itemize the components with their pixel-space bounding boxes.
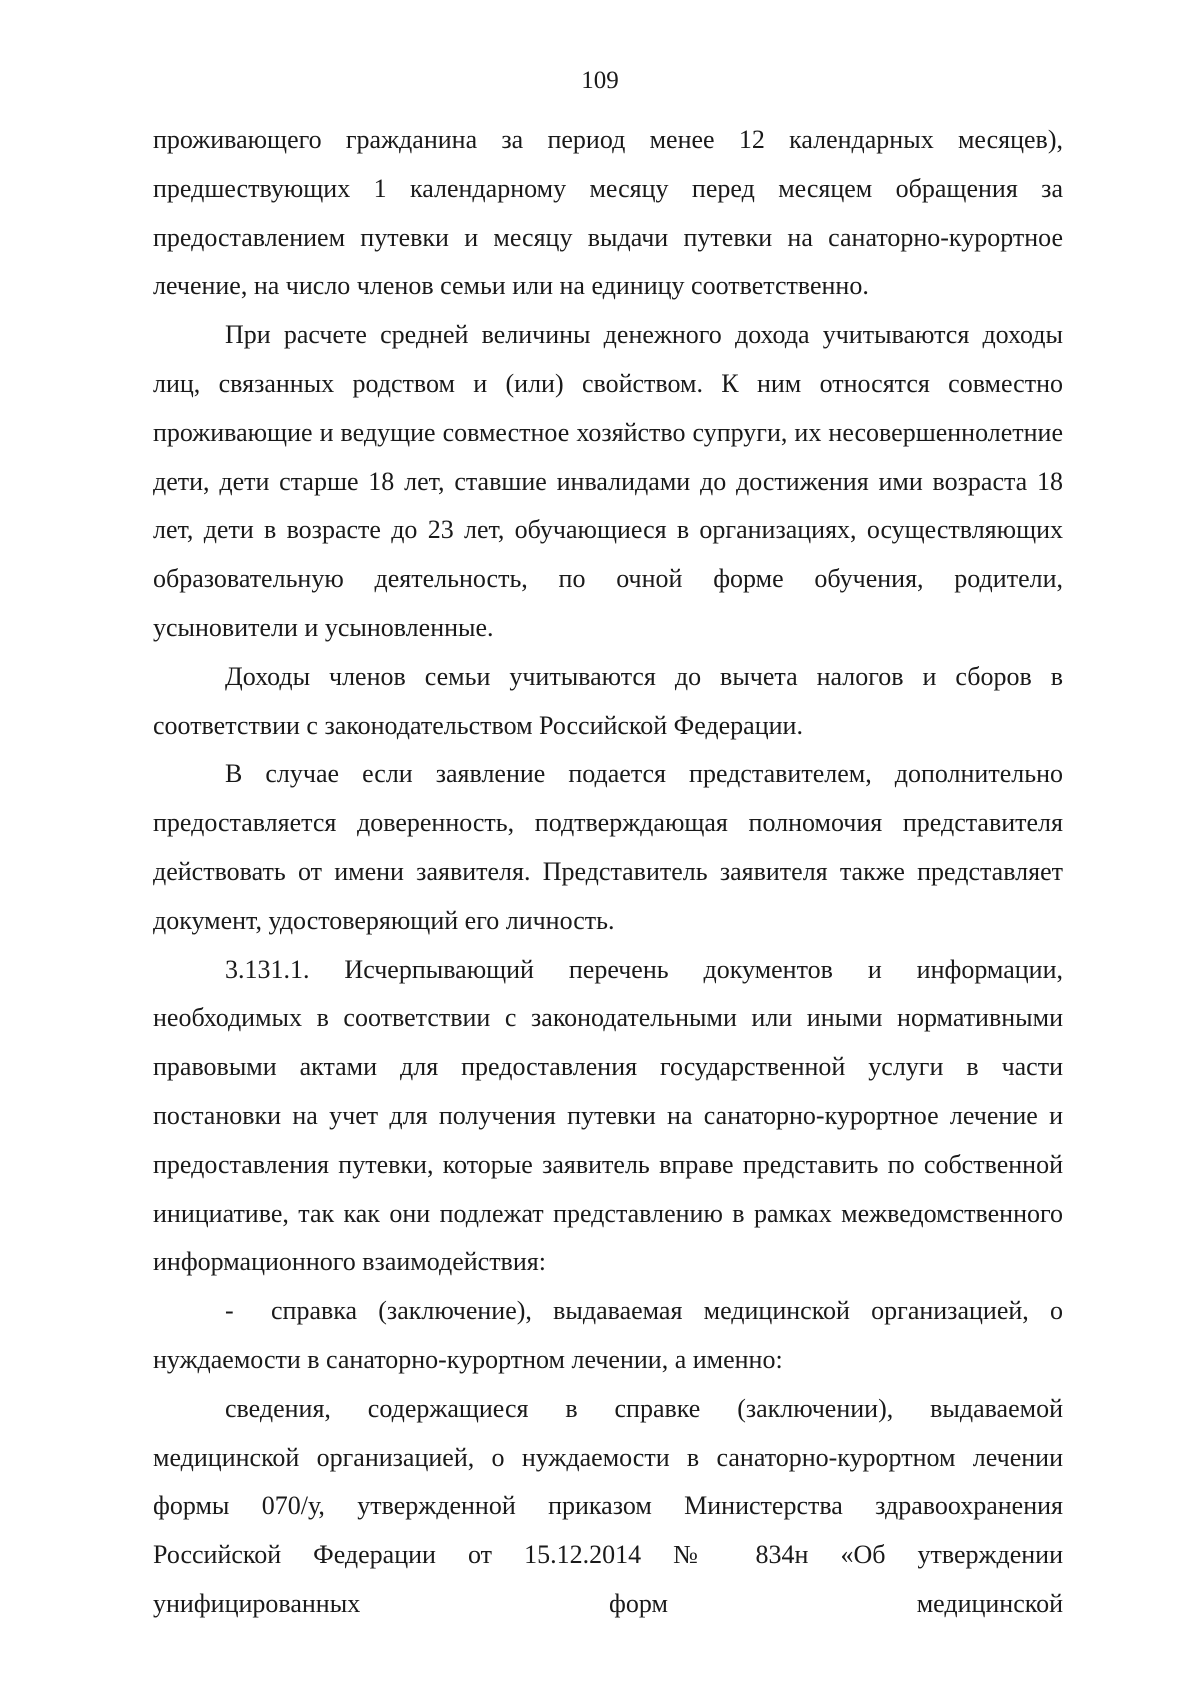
list-item-medical-certificate [153,1287,1063,1385]
document-body [153,116,1063,1629]
paragraph-continuation: проживающего гражданина за период менее 12 календарных месяцев), предшествующих 1 календарному месяцу перед месяцем обращения за предоставлением путевки и месяцу выдачи путевки на санаторно-курортное лечение, на число членов семьи или на единицу соответственно. [153,125,1063,301]
list-dash: - [225,1296,234,1326]
paragraph-income-calculation: При расчете средней величины денежного дохода учитываются доходы лиц, связанных родством и (или) свойством. К ним относятся совместно проживающие и ведущие совместное хозяйство супруги, их несовершеннолетние дети, дети старше 18 лет, ставшие инвалидами до достижения ими возраста 18 лет, дети в возрасте до 23 лет, обучающиеся в организациях, осуществляющих образовательную деятельность, по очной форме обучения, родители, усыновители и усыновленные. [153,320,1063,642]
paragraph-representative: В случае если заявление подается представителем, дополнительно предоставляется доверенность, подтверждающая полномочия представителя действовать от имени заявителя. Представитель заявителя также представляет документ, удостоверяющий его личность. [153,759,1063,935]
paragraph-3-131-1: 3.131.1. Исчерпывающий перечень документов и информации, необходимых в соответствии с законодательными или иными нормативными правовыми актами для предоставления государственной услуги в части постановки на учет для получения путевки на санаторно-курортное лечение и предоставления путевки, которые заявитель вправе представить по собственной инициативе, так как они подлежат представлению в рамках межведомственного информационного взаимодействия: [153,954,1063,1277]
paragraph-certificate-details: сведения, содержащиеся в справке (заключении), выдаваемой медицинской организацией, о нуждаемости в санаторно-курортном лечении формы 070/у, утвержденной приказом Министерства здравоохранения Российской Федерации от 15.12.2014 № 834н «Об утверждении унифицированных форм медицинской [153,1393,1063,1618]
paragraph-family-income: Доходы членов семьи учитываются до вычета налогов и сборов в соответствии с законодательством Российской Федерации. [153,661,1063,740]
page-number: 109 [581,67,619,94]
list-item-text: справка (заключение), выдаваемая медицинской организацией, о нуждаемости в санаторно-курортном лечении, а именно: [153,1296,1063,1374]
